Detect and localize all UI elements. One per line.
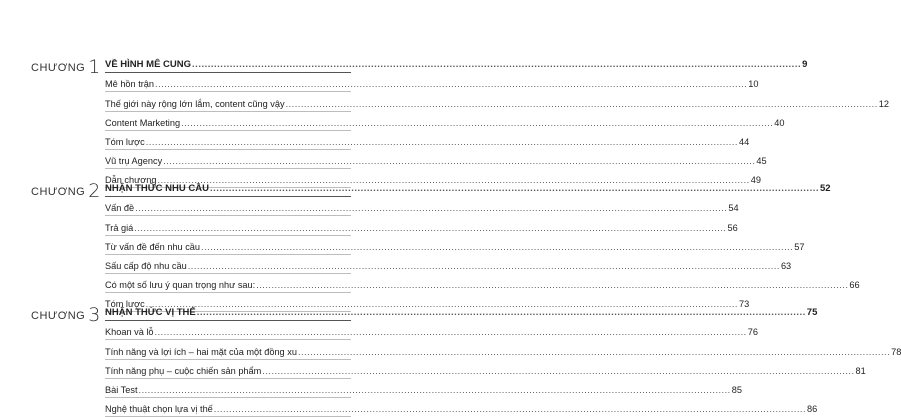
- entry-title: Vũ trụ Agency: [105, 156, 163, 167]
- leader-dots: [298, 347, 890, 357]
- page-number: 63: [780, 260, 792, 271]
- page-number: 86: [807, 404, 818, 415]
- toc-entry[interactable]: [105, 340, 901, 359]
- chapter-number: 2: [88, 180, 101, 202]
- entry-title: Mê hồn trận: [105, 79, 155, 90]
- toc-entry[interactable]: [105, 112, 785, 131]
- leader-dots: [155, 327, 747, 337]
- leader-dots: [163, 156, 755, 166]
- leader-dots: [192, 59, 801, 70]
- entry-title: Khoan và lỗ: [105, 327, 154, 338]
- entry-title: Tính năng phụ – cuộc chiến sản phẩm: [105, 365, 262, 376]
- entry-title: Từ vấn đề đến nhu cầu: [105, 241, 201, 252]
- page-number: 56: [727, 222, 738, 233]
- chapter-title-row[interactable]: [105, 54, 808, 73]
- entry-title: Tóm lược: [105, 136, 145, 147]
- entry-title: Content Marketing: [105, 117, 181, 128]
- leader-dots: [146, 137, 738, 147]
- leader-dots: [139, 385, 731, 395]
- leader-dots: [181, 118, 773, 128]
- page-number: 78: [891, 346, 901, 357]
- chapter-label: CHƯƠNG 2: [31, 180, 101, 202]
- leader-dots: [188, 261, 780, 271]
- page-number: 73: [738, 299, 750, 310]
- page-number: 81: [855, 365, 866, 376]
- page-number: 12: [878, 98, 889, 109]
- page-number: 44: [738, 136, 750, 147]
- page-number: 49: [750, 175, 761, 186]
- entry-title: Tính năng và lợi ích – hai mặt của một đồng xu: [105, 346, 297, 357]
- chapter-number: 3: [88, 304, 101, 326]
- entry-title: Vấn đề: [105, 203, 135, 214]
- page-number: 76: [747, 327, 758, 338]
- toc-entry[interactable]: [105, 150, 767, 169]
- chapter-title: NHẬN THỨC VỊ THẾ: [105, 307, 196, 319]
- chapter-entries: [105, 54, 889, 188]
- toc-entry[interactable]: [105, 398, 818, 417]
- entry-title: Sấu cấp độ nhu cầu: [105, 260, 187, 271]
- chapter-title: VỀ HÌNH MÊ CUNG: [105, 59, 192, 71]
- toc-entry[interactable]: [105, 379, 742, 398]
- entry-title: Trả giá: [105, 222, 134, 233]
- entry-title: Nghệ thuật chọn lựa vị thế: [105, 404, 213, 415]
- toc-entry[interactable]: [105, 236, 805, 255]
- chapter-title: NHẬN THỨC NHU CẦU: [105, 183, 209, 195]
- leader-dots: [134, 223, 726, 233]
- toc-entry[interactable]: [105, 216, 738, 235]
- page-number: 9: [802, 59, 808, 71]
- page-number: 45: [756, 156, 767, 167]
- toc-entry[interactable]: [105, 321, 758, 340]
- toc-entry[interactable]: [105, 360, 866, 379]
- chapter-label: CHƯƠNG 1: [31, 56, 101, 78]
- page-number: 40: [774, 117, 785, 128]
- entry-title: Tóm lược: [105, 299, 145, 310]
- entry-title: Có một số lưu ý quan trọng như sau:: [105, 280, 256, 291]
- toc-entry[interactable]: [105, 73, 759, 92]
- leader-dots: [256, 280, 848, 290]
- leader-dots: [262, 366, 854, 376]
- leader-dots: [286, 99, 878, 109]
- page-number: 10: [748, 79, 759, 90]
- page-number: 75: [806, 307, 818, 319]
- page-number: 52: [819, 183, 831, 195]
- toc-entry[interactable]: [105, 197, 739, 216]
- page-number: 57: [794, 241, 805, 252]
- page-number: 66: [849, 280, 860, 291]
- entry-title: Dẫn chương: [105, 175, 157, 186]
- page-number: 54: [728, 203, 739, 214]
- chapter-label: CHƯƠNG 3: [31, 304, 101, 326]
- leader-dots: [210, 183, 819, 194]
- leader-dots: [135, 203, 727, 213]
- entry-title: Thế giới này rộng lớn lắm, content cũng vậy: [105, 98, 285, 109]
- leader-dots: [197, 307, 806, 318]
- leader-dots: [214, 404, 806, 414]
- leader-dots: [155, 79, 747, 89]
- toc-entry[interactable]: [105, 131, 750, 150]
- toc-entry[interactable]: [105, 92, 889, 111]
- leader-dots: [201, 242, 793, 252]
- entry-title: Bài Test: [105, 384, 138, 395]
- toc-entry[interactable]: [105, 255, 792, 274]
- page-number: 85: [731, 384, 742, 395]
- chapter-number: 1: [88, 56, 101, 78]
- toc-entry[interactable]: [105, 274, 860, 293]
